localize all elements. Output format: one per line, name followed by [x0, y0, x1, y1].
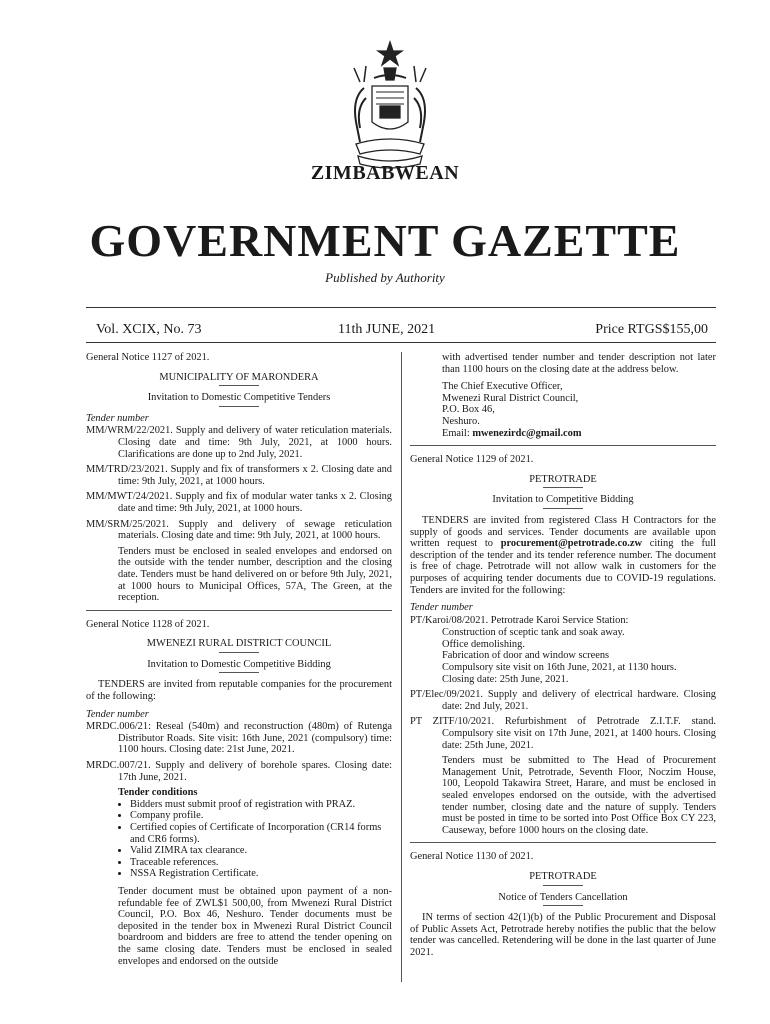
notice-number: General Notice 1129 of 2021. [410, 454, 534, 466]
short-rule [219, 385, 259, 386]
notice-organisation: MUNICIPALITY OF MARONDERA [159, 371, 319, 383]
tender-item: MM/MWT/24/2021. Supply and fix of modular water tanks x 2. Closing date and time: 9th July, 2021, at 1000 hours. [86, 491, 392, 514]
tender-number-label: Tender number [410, 602, 473, 614]
detail-line: Closing date: 25th June, 2021. [442, 673, 569, 685]
short-rule [219, 652, 259, 653]
address-line: Neshuro. [442, 415, 480, 427]
notice-heading: Invitation to Domestic Competitive Bidding [147, 658, 331, 670]
condition-item: • Certified copies of Certificate of Incorporation (CR14 forms and CR6 forms). [130, 822, 392, 845]
short-rule [219, 672, 259, 673]
notice-heading: Invitation to Competitive Bidding [492, 494, 634, 506]
tender-item: PT/Karoi/08/2021. Petrotrade Karoi Service Station: [410, 614, 629, 626]
notice-heading: Invitation to Domestic Competitive Tenders [147, 392, 331, 404]
detail-line: Fabrication of door and window screens [442, 650, 610, 662]
tender-item: MM/SRM/25/2021. Supply and delivery of sewage reticulation materials. Closing date and time: 9th July, 2021, at 1000 hours. [86, 518, 392, 542]
short-rule [543, 487, 583, 488]
tender-item-details [410, 627, 716, 685]
coat-of-arms-emblem [336, 38, 444, 173]
tender-number-label: Tender number [86, 412, 149, 424]
notice-columns [86, 352, 716, 1024]
notice-organisation: PETROTRADE [529, 870, 597, 882]
tender-item: MRDC.007/21. Supply and delivery of borehole spares. Closing date: 17th June, 2021. [86, 760, 392, 783]
notice-number: General Notice 1127 of 2021. [86, 352, 210, 363]
council-address [410, 381, 716, 439]
left-column [86, 352, 392, 971]
volume-number: Vol. XCIX, No. 73 [96, 322, 202, 337]
notice-intro: TENDERS are invited from reputable companies for the procurement of the following: [86, 679, 392, 703]
gazette-title: GOVERNMENT GAZETTE [89, 215, 681, 266]
right-column [410, 352, 716, 963]
section-rule [86, 610, 392, 611]
gazette-subtitle: Published by Authority [325, 270, 445, 285]
country-heading: ZIMBABWEAN [310, 162, 460, 184]
notice-number: General Notice 1128 of 2021. [86, 618, 210, 630]
address-line: P.O. Box 46, [442, 404, 495, 416]
email-label: Email: [442, 427, 473, 439]
tender-instructions: Tenders must be enclosed in sealed envelopes and endorsed on the outside with the tender number, description and the closing date. Tenders must be hand delivered on or before 9th July, 2021, at 1000 hours to Municipal Offices, 57A, The Green, at the reception. [118, 545, 392, 604]
procurement-email: procurement@petrotrade.co.zw [500, 538, 642, 550]
condition-item: • Valid ZIMRA tax clearance. [130, 845, 392, 857]
conditions-list [86, 799, 392, 880]
address-line: Mwenezi Rural District Council, [442, 392, 579, 404]
tender-number-label: Tender number [86, 708, 149, 720]
address-line: The Chief Executive Officer, [442, 381, 563, 393]
short-rule [543, 905, 583, 906]
tender-item: PT/Elec/09/2021. Supply and delivery of electrical hardware. Closing date: 2nd July, 2021. [410, 689, 716, 712]
email-line [442, 428, 716, 440]
detail-line: Compulsory site visit on 16th June, 2021, at 1130 hours. [442, 662, 677, 674]
masthead-rule-top [86, 307, 716, 308]
masthead-rule-bottom [86, 342, 716, 343]
email-address: mwenezirdc@gmail.com [472, 427, 582, 439]
continuation-text: with advertised tender number and tender description not later than 1100 hours on the closing date at the address below. [442, 352, 716, 375]
tender-item: MM/WRM/22/2021. Supply and delivery of water reticulation materials. Closing date and time: 9th July, 2021, at 1000 hours. Clarifications are done up to 2nd July, 2021. [86, 425, 392, 460]
intro-text: TENDERS are invited from registered Class H Contractors for the supply of goods and services. Tender documents are available upon written request to [410, 514, 716, 550]
condition-item: • NSSA Registration Certificate. [130, 868, 392, 880]
section-rule [410, 445, 716, 446]
issue-date: 11th JUNE, 2021 [338, 322, 436, 337]
tender-instructions: Tenders must be submitted to The Head of Procurement Management Unit, Petrotrade, Seventh Floor, Noczim House, 100, Leopold Takawira Street, Harare, and must be enclosed in sealed envelopes endorsed on the outside, with the advertised tender number, closing date and the nature of supply. Tenders must be posted in time to be sorted into Post Office Box CY 223, Causeway, before 1000 hours on the closing date. [442, 755, 716, 836]
notice-organisation: PETROTRADE [529, 473, 597, 485]
conditions-title: Tender conditions [118, 787, 198, 799]
notice-organisation: MWENEZI RURAL DISTRICT COUNCIL [146, 638, 332, 650]
tender-document-text: Tender document must be obtained upon payment of a non-refundable fee of ZWL$1 500,00, from Mwenezi Rural District Council, P.O. Box 46, Neshuro. Tender documents must be deposited in the tender box in Mwenezi Rural District Council boardroom and bidders are free to attend the tender opening on the same closing date. Tenders must be enclosed in sealed envelopes and endorsed on the outside [118, 885, 392, 967]
tender-item: PT ZITF/10/2021. Refurbishment of Petrotrade Z.I.T.F. stand. Compulsory site visit on 17th June, 2021, at 1400 hours. Closing date: 25th June, 2021. [410, 716, 716, 751]
issue-price: Price RTGS$155,00 [595, 322, 708, 337]
section-rule [410, 842, 716, 843]
tender-item: MM/TRD/23/2021. Supply and fix of transformers x 2. Closing date and time: 9th July, 2021, at 1000 hours. [86, 464, 392, 487]
notice-number: General Notice 1130 of 2021. [410, 851, 534, 863]
short-rule [543, 885, 583, 886]
notice-heading: Notice of Tenders Cancellation [498, 891, 628, 903]
notice-intro [410, 515, 716, 596]
detail-line: Office demolishing. [442, 638, 525, 650]
tender-item: MRDC.006/21: Reseal (540m) and reconstruction (480m) of Rutenga Distributor Roads. Site visit: 16th June, 2021 (compulsory) time: 1100 hours. Closing date: 21st June, 2021. [86, 721, 392, 756]
column-divider [401, 352, 402, 982]
detail-line: Construction of sceptic tank and soak away. [442, 627, 625, 639]
condition-item: • Bidders must submit proof of registration with PRAZ. [130, 799, 392, 811]
intro-text: citing the full description of the tender and its tender reference number. The document is free of chage. Petrotrade will not allow walk in customers for the purposes of acquiring tender documents due to COVID-19 regulations. Tenders are invited for the following: [410, 538, 716, 596]
short-rule [219, 406, 259, 407]
short-rule [543, 508, 583, 509]
condition-item: • Company profile. [130, 810, 392, 822]
condition-item: • Traceable references. [130, 857, 392, 869]
notice-body: IN terms of section 42(1)(b) of the Public Procurement and Disposal of Public Assets Act, Petrotrade hereby notifies the public that the below tender was cancelled. Retendering will be done in the last quarter of June 2021. [410, 912, 716, 958]
